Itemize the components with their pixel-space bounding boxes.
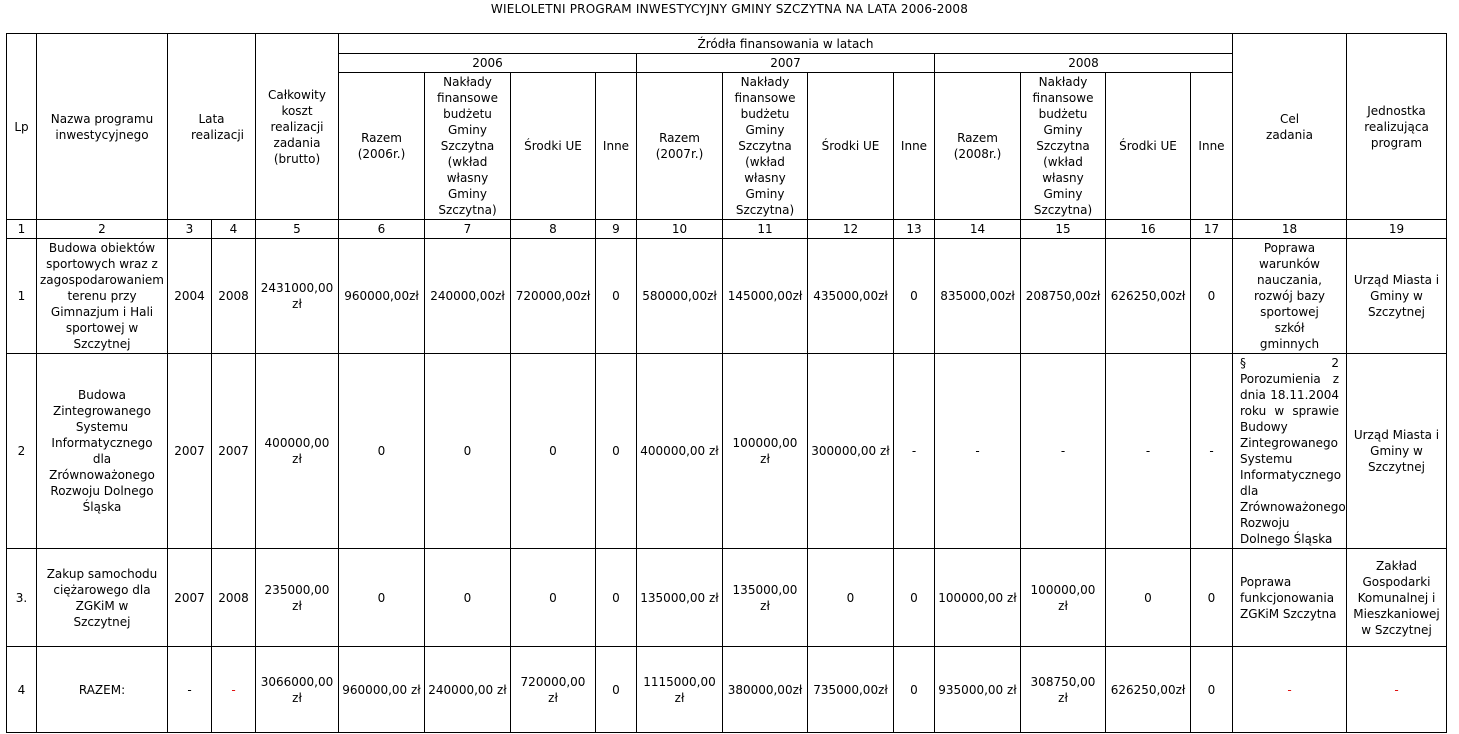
row-inne-2006: 0 xyxy=(596,354,637,549)
column-number: 17 xyxy=(1191,220,1233,239)
header-years-label: Lata realizacji xyxy=(191,111,244,142)
column-number: 8 xyxy=(511,220,596,239)
row-razem-2007: 400000,00 zł xyxy=(637,354,723,549)
table-row xyxy=(7,354,1447,549)
header-naklady-2008-label: Nakłady finansowe budżetu Gminy Szczytna (wkład własny Gminy Szczytna) xyxy=(1032,75,1094,217)
row-year-from: 2007 xyxy=(168,354,212,549)
row-goal xyxy=(1233,239,1347,354)
row-inne-2006: 0 xyxy=(596,239,637,354)
row-year-to: 2008 xyxy=(212,549,256,647)
row-naklady-2008: 208750,00zł xyxy=(1021,239,1106,354)
row-razem-2008: 835000,00zł xyxy=(935,239,1021,354)
row-inne-2007: 0 xyxy=(894,647,935,733)
header-inne-2007: Inne xyxy=(894,73,935,220)
row-ue-2007: 0 xyxy=(808,549,894,647)
header-razem-2006 xyxy=(339,73,425,220)
row-ue-2006: 720000,00zł xyxy=(511,239,596,354)
row-lp: 3. xyxy=(7,549,37,647)
header-razem-2007 xyxy=(637,73,723,220)
row-razem-2008: - xyxy=(935,354,1021,549)
header-ue-2006: Środki UE xyxy=(511,73,596,220)
row-inne-2006: 0 xyxy=(596,549,637,647)
column-number: 2 xyxy=(37,220,168,239)
row-total-cost: 400000,00 zł xyxy=(256,354,339,549)
header-razem-2007-label: Razem (2007r.) xyxy=(655,131,704,161)
column-number-row xyxy=(7,220,1447,239)
column-number: 11 xyxy=(723,220,808,239)
column-number: 13 xyxy=(894,220,935,239)
column-number: 4 xyxy=(212,220,256,239)
row-ue-2008: 626250,00zł xyxy=(1106,647,1191,733)
row-total-cost: 235000,00 zł xyxy=(256,549,339,647)
row-unit-text: Urząd Miasta i Gminy w Szczytnej xyxy=(1353,273,1440,319)
row-goal-text: Poprawa funkcjonowania ZGKiM Szczytna xyxy=(1240,574,1337,621)
row-ue-2008: 626250,00zł xyxy=(1106,239,1191,354)
row-unit: - xyxy=(1347,647,1447,733)
header-naklady-2008 xyxy=(1021,73,1106,220)
row-razem-2007: 135000,00 zł xyxy=(637,549,723,647)
row-naklady-2006: 240000,00zł xyxy=(425,239,511,354)
row-inne-2007: 0 xyxy=(894,239,935,354)
row-goal-text: Poprawa warunków nauczania, rozwój bazy sportowej szkół gminnych xyxy=(1254,241,1325,351)
row-year-from: - xyxy=(168,647,212,733)
row-program-name xyxy=(37,549,168,647)
column-number: 9 xyxy=(596,220,637,239)
row-naklady-2008: - xyxy=(1021,354,1106,549)
row-razem-2006: 960000,00zł xyxy=(339,239,425,354)
row-razem-2006: 0 xyxy=(339,354,425,549)
row-ue-2007: 435000,00zł xyxy=(808,239,894,354)
row-inne-2008: 0 xyxy=(1191,647,1233,733)
row-inne-2008: 0 xyxy=(1191,239,1233,354)
row-naklady-2007: 135000,00 zł xyxy=(723,549,808,647)
row-naklady-2007: 100000,00 zł xyxy=(723,354,808,549)
row-ue-2008: - xyxy=(1106,354,1191,549)
row-unit xyxy=(1347,354,1447,549)
header-unit: Jednostka realizująca program xyxy=(1347,34,1447,220)
row-program-name-text: Budowa Zintegrowanego Systemu Informatycznego dla Zrównoważonego Rozwoju Dolnego Śląska xyxy=(49,388,155,514)
row-year-to: 2008 xyxy=(212,239,256,354)
row-total-cost: 2431000,00 zł xyxy=(256,239,339,354)
header-razem-2008 xyxy=(935,73,1021,220)
column-number: 1 xyxy=(7,220,37,239)
row-ue-2008: 0 xyxy=(1106,549,1191,647)
row-razem-2008: 100000,00 zł xyxy=(935,549,1021,647)
row-program-name xyxy=(37,354,168,549)
row-razem-2006: 960000,00 zł xyxy=(339,647,425,733)
row-naklady-2006: 0 xyxy=(425,354,511,549)
column-number: 18 xyxy=(1233,220,1347,239)
header-naklady-2007 xyxy=(723,73,808,220)
row-year-to: 2007 xyxy=(212,354,256,549)
column-number: 19 xyxy=(1347,220,1447,239)
row-naklady-2006: 240000,00 zł xyxy=(425,647,511,733)
table-row-total xyxy=(7,647,1447,733)
table-row xyxy=(7,239,1447,354)
column-number: 5 xyxy=(256,220,339,239)
header-program-name: Nazwa programu inwestycyjnego xyxy=(37,34,168,220)
row-inne-2007: - xyxy=(894,354,935,549)
row-razem-2006: 0 xyxy=(339,549,425,647)
header-year-2008: 2008 xyxy=(935,54,1233,73)
row-unit xyxy=(1347,239,1447,354)
row-goal xyxy=(1233,549,1347,647)
row-goal-text: § 2 Porozumienia z dnia 18.11.2004 roku w sprawie Budowy Zintegrowanego Systemu Informatycznego dla Zrównoważonego Rozwoju Dolnego Śląska xyxy=(1240,356,1346,546)
page-title: WIELOLETNI PROGRAM INWESTYCYJNY GMINY SZCZYTNA NA LATA 2006-2008 xyxy=(490,2,969,16)
row-goal: - xyxy=(1233,647,1347,733)
column-number: 3 xyxy=(168,220,212,239)
row-year-to: - xyxy=(212,647,256,733)
row-year-from: 2007 xyxy=(168,549,212,647)
header-total-cost: Całkowity koszt realizacji zadania (brutto) xyxy=(256,34,339,220)
investment-table xyxy=(6,33,1447,733)
header-ue-2008: Środki UE xyxy=(1106,73,1191,220)
header-ue-2007: Środki UE xyxy=(808,73,894,220)
header-year-2006: 2006 xyxy=(339,54,637,73)
row-lp: 2 xyxy=(7,354,37,549)
row-inne-2006: 0 xyxy=(596,647,637,733)
row-ue-2006: 0 xyxy=(511,354,596,549)
header-year-2007: 2007 xyxy=(637,54,935,73)
row-year-from: 2004 xyxy=(168,239,212,354)
row-goal xyxy=(1233,354,1347,549)
header-goal-label: Cel zadania xyxy=(1266,111,1313,142)
row-naklady-2007: 145000,00zł xyxy=(723,239,808,354)
row-unit: Zakład Gospodarki Komunalnej i Mieszkaniowej w Szczytnej xyxy=(1347,549,1447,647)
row-inne-2008: 0 xyxy=(1191,549,1233,647)
row-ue-2007: 300000,00 zł xyxy=(808,354,894,549)
header-goal xyxy=(1233,34,1347,220)
header-razem-2008-label: Razem (2008r.) xyxy=(953,131,1002,161)
row-ue-2006: 720000,00 zł xyxy=(511,647,596,733)
row-inne-2008: - xyxy=(1191,354,1233,549)
row-naklady-2007: 380000,00zł xyxy=(723,647,808,733)
column-number: 10 xyxy=(637,220,723,239)
header-inne-2006: Inne xyxy=(596,73,637,220)
column-number: 6 xyxy=(339,220,425,239)
header-naklady-2006-label: Nakłady finansowe budżetu Gminy Szczytna (wkład własny Gminy Szczytna) xyxy=(437,75,498,217)
row-inne-2007: 0 xyxy=(894,549,935,647)
row-program-name: RAZEM: xyxy=(37,647,168,733)
column-number: 16 xyxy=(1106,220,1191,239)
header-inne-2008: Inne xyxy=(1191,73,1233,220)
table-row xyxy=(7,549,1447,647)
header-naklady-2006 xyxy=(425,73,511,220)
row-razem-2008: 935000,00 zł xyxy=(935,647,1021,733)
row-total-cost: 3066000,00 zł xyxy=(256,647,339,733)
row-naklady-2008: 308750,00 zł xyxy=(1021,647,1106,733)
column-number: 12 xyxy=(808,220,894,239)
row-naklady-2006: 0 xyxy=(425,549,511,647)
row-razem-2007: 580000,00zł xyxy=(637,239,723,354)
header-naklady-2007-label: Nakłady finansowe budżetu Gminy Szczytna (wkład własny Gminy Szczytna) xyxy=(734,75,796,217)
row-ue-2007: 735000,00zł xyxy=(808,647,894,733)
column-number: 7 xyxy=(425,220,511,239)
column-number: 14 xyxy=(935,220,1021,239)
row-lp: 1 xyxy=(7,239,37,354)
row-unit-text: Urząd Miasta i Gminy w Szczytnej xyxy=(1353,428,1440,474)
header-years xyxy=(168,34,256,220)
row-program-name: Budowa obiektów sportowych wraz z zagospodarowaniem terenu przy Gimnazjum i Hali sportowej w Szczytnej xyxy=(37,239,168,354)
row-ue-2006: 0 xyxy=(511,549,596,647)
row-naklady-2008: 100000,00 zł xyxy=(1021,549,1106,647)
row-razem-2007: 1115000,00 zł xyxy=(637,647,723,733)
header-lp: Lp xyxy=(7,34,37,220)
row-lp: 4 xyxy=(7,647,37,733)
header-razem-2006-label: Razem (2006r.) xyxy=(357,131,406,161)
row-program-name-text: Zakup samochodu ciężarowego dla ZGKiM w Szczytnej xyxy=(46,566,158,629)
header-funding-sources: Źródła finansowania w latach xyxy=(339,34,1233,54)
column-number: 15 xyxy=(1021,220,1106,239)
